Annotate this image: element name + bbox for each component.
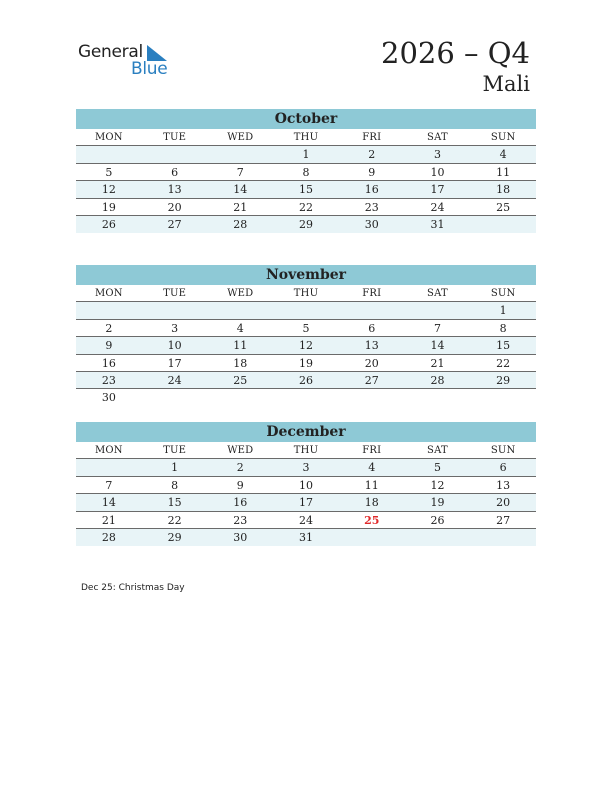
day-cell: 1 bbox=[302, 148, 310, 162]
day-cell: 29 bbox=[496, 373, 511, 387]
day-cell bbox=[405, 529, 471, 546]
weekday-label: FRI bbox=[362, 132, 382, 143]
month-title: October bbox=[76, 109, 536, 129]
week-row bbox=[76, 355, 536, 372]
day-cell: 3 bbox=[433, 148, 441, 162]
day-cell: 13 bbox=[167, 183, 182, 197]
day-cell: 21 bbox=[430, 356, 445, 370]
week-row bbox=[76, 302, 536, 319]
day-cell: 7 bbox=[433, 321, 441, 335]
day-cell: 20 bbox=[496, 496, 511, 510]
day-cell bbox=[339, 389, 405, 406]
weekday-label: WED bbox=[227, 288, 254, 299]
day-cell bbox=[76, 146, 142, 162]
day-cell bbox=[470, 389, 536, 406]
day-cell: 11 bbox=[233, 339, 248, 353]
day-cell: 27 bbox=[364, 373, 379, 387]
logo bbox=[78, 42, 178, 82]
day-cell: 19 bbox=[430, 496, 445, 510]
weekday-label: TUE bbox=[163, 288, 187, 299]
day-cell: 15 bbox=[496, 339, 511, 353]
day-cell bbox=[405, 302, 471, 318]
day-cell: 20 bbox=[364, 356, 379, 370]
day-cell: 6 bbox=[499, 461, 507, 475]
weekday-label: SUN bbox=[490, 132, 516, 143]
weekday-label: FRI bbox=[362, 445, 382, 456]
day-cell: 6 bbox=[368, 321, 376, 335]
weekday-label: TUE bbox=[163, 445, 187, 456]
day-cell: 29 bbox=[167, 530, 182, 544]
day-cell: 16 bbox=[101, 356, 116, 370]
country-name: Mali bbox=[482, 72, 530, 96]
day-cell: 9 bbox=[236, 478, 244, 492]
weekday-label: MON bbox=[94, 132, 123, 143]
day-cell: 20 bbox=[167, 200, 182, 214]
weekday-header-row bbox=[76, 285, 536, 302]
day-cell: 5 bbox=[105, 165, 113, 179]
day-cell: 11 bbox=[364, 478, 379, 492]
day-cell: 14 bbox=[233, 183, 248, 197]
week-row bbox=[76, 181, 536, 198]
day-cell: 23 bbox=[101, 373, 116, 387]
day-cell: 18 bbox=[496, 183, 511, 197]
day-cell: 24 bbox=[167, 373, 182, 387]
day-cell: 23 bbox=[233, 513, 248, 527]
day-cell: 27 bbox=[496, 513, 511, 527]
day-cell: 4 bbox=[499, 148, 507, 162]
day-cell: 21 bbox=[233, 200, 248, 214]
logo-general-text: General bbox=[78, 42, 143, 62]
day-cell: 13 bbox=[364, 339, 379, 353]
weekday-label: SUN bbox=[490, 445, 516, 456]
day-cell: 7 bbox=[236, 165, 244, 179]
day-cell: 30 bbox=[364, 217, 379, 231]
day-cell: 12 bbox=[299, 339, 314, 353]
day-cell bbox=[76, 459, 142, 475]
day-cell: 31 bbox=[299, 530, 314, 544]
day-cell: 28 bbox=[101, 530, 116, 544]
weekday-label: THU bbox=[293, 288, 319, 299]
week-row bbox=[76, 459, 536, 476]
weekday-header-row bbox=[76, 129, 536, 146]
day-cell: 8 bbox=[302, 165, 310, 179]
weekday-label: FRI bbox=[362, 288, 382, 299]
day-cell: 10 bbox=[167, 339, 182, 353]
day-cell: 12 bbox=[101, 183, 116, 197]
day-cell: 3 bbox=[171, 321, 179, 335]
day-cell bbox=[207, 389, 273, 406]
weekday-label: THU bbox=[293, 445, 319, 456]
week-row bbox=[76, 477, 536, 494]
week-row bbox=[76, 494, 536, 511]
day-cell: 26 bbox=[299, 373, 314, 387]
day-cell bbox=[76, 302, 142, 318]
day-cell: 24 bbox=[430, 200, 445, 214]
day-cell: 14 bbox=[430, 339, 445, 353]
weekday-label: MON bbox=[94, 288, 123, 299]
day-cell: 23 bbox=[364, 200, 379, 214]
day-cell: 25 bbox=[233, 373, 248, 387]
day-cell: 30 bbox=[101, 391, 116, 405]
day-cell: 19 bbox=[299, 356, 314, 370]
month-december bbox=[76, 422, 536, 546]
weekday-label: MON bbox=[94, 445, 123, 456]
day-cell: 27 bbox=[167, 217, 182, 231]
day-cell: 9 bbox=[105, 339, 113, 353]
day-cell: 25 bbox=[496, 200, 511, 214]
page-title: 2026 – Q4 bbox=[381, 36, 530, 70]
day-cell: 30 bbox=[233, 530, 248, 544]
day-cell: 1 bbox=[171, 461, 179, 475]
weekday-label: SAT bbox=[427, 288, 448, 299]
day-cell bbox=[339, 529, 405, 546]
month-title: December bbox=[76, 422, 536, 442]
day-cell: 17 bbox=[430, 183, 445, 197]
day-cell: 3 bbox=[302, 461, 310, 475]
day-cell: 5 bbox=[302, 321, 310, 335]
week-row bbox=[76, 389, 536, 406]
weekday-label: SAT bbox=[427, 445, 448, 456]
day-cell: 8 bbox=[499, 321, 507, 335]
day-cell: 15 bbox=[299, 183, 314, 197]
day-cell: 7 bbox=[105, 478, 113, 492]
week-row bbox=[76, 146, 536, 163]
day-cell: 28 bbox=[233, 217, 248, 231]
day-cell: 12 bbox=[430, 478, 445, 492]
day-cell: 22 bbox=[167, 513, 182, 527]
day-cell bbox=[273, 302, 339, 318]
day-cell: 1 bbox=[499, 304, 507, 318]
day-cell: 6 bbox=[171, 165, 179, 179]
day-cell: 2 bbox=[236, 461, 244, 475]
week-row bbox=[76, 337, 536, 354]
day-cell: 26 bbox=[101, 217, 116, 231]
day-cell: 19 bbox=[101, 200, 116, 214]
day-cell: 16 bbox=[233, 496, 248, 510]
day-cell: 17 bbox=[299, 496, 314, 510]
holiday-day-cell: 25 bbox=[364, 513, 380, 527]
week-row bbox=[76, 199, 536, 216]
day-cell bbox=[142, 146, 208, 162]
day-cell: 22 bbox=[299, 200, 314, 214]
day-cell: 4 bbox=[368, 461, 376, 475]
week-row bbox=[76, 164, 536, 181]
day-cell: 5 bbox=[433, 461, 441, 475]
day-cell: 18 bbox=[233, 356, 248, 370]
month-title: November bbox=[76, 265, 536, 285]
month-october bbox=[76, 109, 536, 233]
day-cell: 26 bbox=[430, 513, 445, 527]
week-row bbox=[76, 529, 536, 546]
week-row bbox=[76, 372, 536, 389]
day-cell: 2 bbox=[368, 148, 376, 162]
day-cell: 10 bbox=[430, 165, 445, 179]
day-cell: 31 bbox=[430, 217, 445, 231]
day-cell bbox=[273, 389, 339, 406]
day-cell: 29 bbox=[299, 217, 314, 231]
day-cell bbox=[339, 302, 405, 318]
day-cell: 16 bbox=[364, 183, 379, 197]
week-row bbox=[76, 216, 536, 233]
weekday-label: WED bbox=[227, 132, 254, 143]
day-cell bbox=[207, 302, 273, 318]
day-cell: 18 bbox=[364, 496, 379, 510]
day-cell: 24 bbox=[299, 513, 314, 527]
weekday-label: THU bbox=[293, 132, 319, 143]
logo-blue-text: Blue bbox=[131, 59, 168, 79]
week-row bbox=[76, 320, 536, 337]
day-cell bbox=[207, 146, 273, 162]
weekday-label: TUE bbox=[163, 132, 187, 143]
day-cell bbox=[142, 302, 208, 318]
day-cell: 10 bbox=[299, 478, 314, 492]
day-cell: 4 bbox=[236, 321, 244, 335]
day-cell bbox=[405, 389, 471, 406]
day-cell: 2 bbox=[105, 321, 113, 335]
holiday-note: Dec 25: Christmas Day bbox=[81, 583, 185, 593]
weekday-label: WED bbox=[227, 445, 254, 456]
day-cell: 15 bbox=[167, 496, 182, 510]
day-cell: 13 bbox=[496, 478, 511, 492]
month-november bbox=[76, 265, 536, 407]
day-cell: 11 bbox=[496, 165, 511, 179]
day-cell bbox=[470, 529, 536, 546]
weekday-header-row bbox=[76, 442, 536, 459]
day-cell: 8 bbox=[171, 478, 179, 492]
day-cell: 28 bbox=[430, 373, 445, 387]
day-cell bbox=[470, 216, 536, 233]
day-cell: 17 bbox=[167, 356, 182, 370]
day-cell bbox=[142, 389, 208, 406]
day-cell: 21 bbox=[101, 513, 116, 527]
day-cell: 9 bbox=[368, 165, 376, 179]
week-row bbox=[76, 512, 536, 529]
day-cell: 22 bbox=[496, 356, 511, 370]
weekday-label: SAT bbox=[427, 132, 448, 143]
weekday-label: SUN bbox=[490, 288, 516, 299]
day-cell: 14 bbox=[101, 496, 116, 510]
